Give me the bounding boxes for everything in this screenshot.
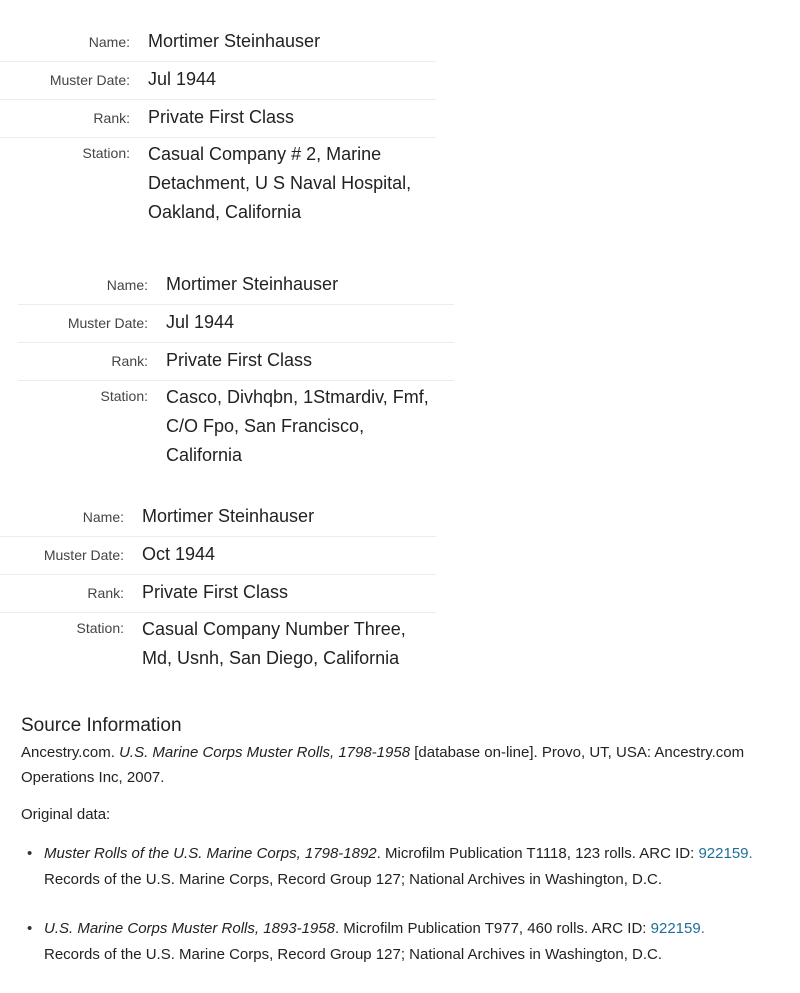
station-line: Detachment, U S Naval Hospital,: [148, 173, 412, 193]
list-item: [21, 916, 791, 968]
item-line-1: [44, 916, 791, 942]
station-line: C/O Fpo, San Francisco,: [166, 416, 365, 436]
muster-record-2: [18, 267, 454, 470]
muster-date-value: Oct 1944: [142, 544, 216, 564]
station-value: [148, 138, 411, 227]
source-citation: [21, 740, 791, 790]
rank-row: [0, 575, 436, 613]
name-label: Name:: [106, 277, 148, 293]
arc-id-link[interactable]: 922159.: [698, 845, 753, 862]
source-information: [21, 712, 791, 991]
station-label: Station:: [100, 388, 148, 404]
name-label: Name:: [82, 509, 124, 525]
muster-date-value: Jul 1944: [148, 69, 217, 89]
name-label: Name:: [88, 34, 130, 50]
name-value: Mortimer Steinhauser: [166, 274, 339, 294]
name-row: [18, 267, 454, 305]
source-heading: Source Information: [21, 715, 182, 736]
item-line-2: Records of the U.S. Marine Corps, Record Group 127; National Archives in Washington, D.C.: [44, 871, 663, 888]
citation-line-2: Operations Inc, 2007.: [21, 769, 165, 786]
station-line: Oakland, California: [148, 202, 302, 222]
rank-value: Private First Class: [148, 107, 295, 127]
item-detail: . Microfilm Publication T977, 460 rolls. ARC ID:: [334, 920, 651, 937]
muster-date-row: [18, 305, 454, 343]
muster-record-1: [0, 24, 436, 227]
name-value: Mortimer Steinhauser: [148, 31, 321, 51]
original-data-list: [21, 841, 791, 968]
muster-date-row: [0, 537, 436, 575]
list-item: [21, 841, 791, 893]
muster-date-label: Muster Date:: [67, 315, 148, 331]
rank-row: [18, 343, 454, 381]
station-label: Station:: [82, 145, 130, 161]
station-line: Md, Usnh, San Diego, California: [142, 648, 400, 668]
station-line: Casual Company # 2, Marine: [148, 144, 382, 164]
rank-label: Rank:: [93, 110, 130, 126]
rank-value: Private First Class: [166, 350, 313, 370]
name-row: [0, 24, 436, 62]
item-title: U.S. Marine Corps Muster Rolls, 1893-1958: [44, 920, 335, 937]
rank-row: [0, 100, 436, 138]
station-row: [0, 138, 436, 227]
rank-value: Private First Class: [142, 582, 289, 602]
station-line: California: [166, 445, 243, 465]
station-line: Casco, Divhqbn, 1Stmardiv, Fmf,: [166, 387, 429, 407]
item-detail: . Microfilm Publication T1118, 123 rolls. ARC ID:: [376, 845, 699, 862]
station-row: [0, 613, 436, 673]
rank-label: Rank:: [87, 585, 124, 601]
citation-line-1: [21, 740, 791, 765]
citation-rest: [database on-line]. Provo, UT, USA: Ancestry.com: [410, 744, 745, 761]
muster-record-3: [0, 499, 436, 673]
muster-date-label: Muster Date:: [49, 72, 130, 88]
citation-title: U.S. Marine Corps Muster Rolls, 1798-1958: [119, 744, 411, 761]
station-value: [142, 613, 406, 673]
name-row: [0, 499, 436, 537]
item-title: Muster Rolls of the U.S. Marine Corps, 1798-1892: [44, 845, 377, 862]
muster-date-row: [0, 62, 436, 100]
station-row: [18, 381, 454, 470]
item-line-1: [44, 841, 791, 867]
muster-date-label: Muster Date:: [43, 547, 124, 563]
name-value: Mortimer Steinhauser: [142, 506, 315, 526]
citation-prefix: Ancestry.com.: [21, 744, 120, 761]
item-line-2: Records of the U.S. Marine Corps, Record Group 127; National Archives in Washington, D.C.: [44, 946, 663, 963]
original-data-label: Original data:: [21, 806, 111, 823]
rank-label: Rank:: [111, 353, 148, 369]
station-line: Casual Company Number Three,: [142, 619, 406, 639]
arc-id-link[interactable]: 922159.: [650, 920, 705, 937]
station-value: [166, 381, 429, 470]
station-label: Station:: [76, 620, 124, 636]
muster-date-value: Jul 1944: [166, 312, 235, 332]
